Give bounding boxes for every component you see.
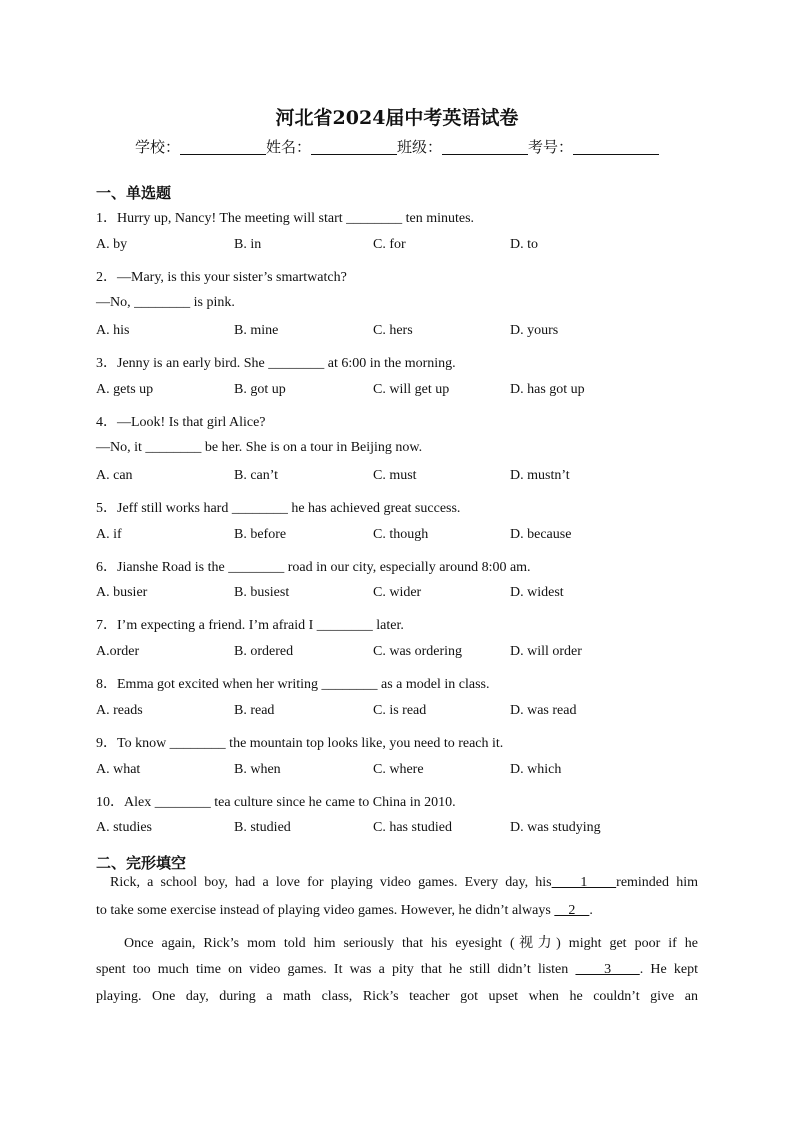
exam-title: 河北省2024届中考英语试卷 <box>275 107 519 129</box>
option-b[interactable]: B. before <box>234 527 287 542</box>
question-stem: 6．Jianshe Road is the ________ road in our city, especially around 8:00 am. <box>96 560 531 575</box>
cloze-text: spent too much time on video games. It was a pity that he still didn’t listen <box>96 962 569 977</box>
question-stem: 9．To know ________ the mountain top looks like, you need to reach it. <box>96 736 504 751</box>
option-b[interactable]: B. can’t <box>234 468 279 483</box>
section-heading-single-choice: 一、单选题 <box>96 184 172 202</box>
cloze-paragraph-line <box>96 932 698 952</box>
school-label: 学校： <box>134 138 180 156</box>
number-blank[interactable] <box>573 140 659 155</box>
question-stem-line2: —No, it ________ be her. She is on a tour in Beijing now. <box>96 440 423 455</box>
school-blank[interactable] <box>180 140 266 155</box>
question-stem: 10．Alex ________ tea culture since he came to China in 2010. <box>96 795 456 810</box>
option-a[interactable]: A. can <box>96 468 133 483</box>
option-a[interactable]: A. studies <box>96 820 152 835</box>
option-b[interactable]: B. studied <box>234 820 291 835</box>
question-stem: 7．I’m expecting a friend. I’m afraid I ________ later. <box>96 618 404 633</box>
question-stem-line2: —No, ________ is pink. <box>96 295 235 310</box>
option-d[interactable]: D. will order <box>510 644 582 659</box>
option-d[interactable]: D. mustn’t <box>510 468 570 483</box>
cloze-paragraph-line <box>96 903 698 919</box>
option-a[interactable]: A. gets up <box>96 382 154 397</box>
cloze-paragraph-line <box>96 962 698 978</box>
cloze-blank-1[interactable]: 1 <box>551 875 617 890</box>
option-c[interactable]: C. is read <box>373 703 427 718</box>
option-a[interactable]: A.order <box>96 644 140 659</box>
question-stem: 4．—Look! Is that girl Alice? <box>96 415 266 430</box>
question-stem: 1．Hurry up, Nancy! The meeting will start ________ ten minutes. <box>96 211 475 226</box>
class-label: 班级： <box>397 138 443 156</box>
question-stem: 8．Emma got excited when her writing ________ as a model in class. <box>96 677 490 692</box>
option-d[interactable]: D. was read <box>510 703 577 718</box>
option-d[interactable]: D. has got up <box>510 382 585 397</box>
cloze-text: . <box>589 903 593 918</box>
cloze-text: Once again, Rick’s mom told him seriously that his eyesight (视力) might get poor if he <box>124 936 698 951</box>
option-b[interactable]: B. mine <box>234 323 279 338</box>
section-heading-cloze: 二、完形填空 <box>96 854 187 872</box>
option-c[interactable]: C. for <box>373 237 406 252</box>
option-c[interactable]: C. wider <box>373 585 422 600</box>
name-blank[interactable] <box>311 140 397 155</box>
option-b[interactable]: B. busiest <box>234 585 290 600</box>
option-d[interactable]: D. was studying <box>510 820 601 835</box>
cloze-paragraph-line <box>96 875 698 891</box>
option-a[interactable]: A. reads <box>96 703 143 718</box>
option-c[interactable]: C. must <box>373 468 417 483</box>
option-d[interactable]: D. because <box>510 527 572 542</box>
option-b[interactable]: B. in <box>234 237 262 252</box>
option-a[interactable]: A. his <box>96 323 130 338</box>
option-c[interactable]: C. will get up <box>373 382 450 397</box>
option-a[interactable]: A. what <box>96 762 141 777</box>
question-stem: 3．Jenny is an early bird. She ________ at 6:00 in the morning. <box>96 356 456 371</box>
option-b[interactable]: B. ordered <box>234 644 294 659</box>
cloze-blank-2[interactable]: 2 <box>554 903 590 918</box>
cloze-blank-3[interactable]: 3 <box>575 962 640 977</box>
option-b[interactable]: B. got up <box>234 382 286 397</box>
option-a[interactable]: A. busier <box>96 585 148 600</box>
option-c[interactable]: C. hers <box>373 323 413 338</box>
option-c[interactable]: C. though <box>373 527 429 542</box>
option-b[interactable]: B. read <box>234 703 275 718</box>
option-d[interactable]: D. yours <box>510 323 559 338</box>
cloze-paragraph-line <box>96 989 698 1005</box>
option-c[interactable]: C. was ordering <box>373 644 463 659</box>
number-label: 考号： <box>528 138 574 156</box>
option-d[interactable]: D. to <box>510 237 538 252</box>
student-info-row <box>0 136 794 157</box>
question-stem: 2．—Mary, is this your sister’s smartwatch? <box>96 270 347 285</box>
option-d[interactable]: D. which <box>510 762 562 777</box>
cloze-text: . He kept <box>639 962 699 977</box>
cloze-text: playing. One day, during a math class, Rick’s teacher got upset when he couldn’t give an <box>96 989 698 1004</box>
cloze-text: reminded him <box>616 875 698 890</box>
cloze-text: to take some exercise instead of playing video games. However, he didn’t always <box>96 903 551 918</box>
option-c[interactable]: C. has studied <box>373 820 452 835</box>
option-a[interactable]: A. by <box>96 237 128 252</box>
name-label: 姓名： <box>265 138 311 156</box>
option-b[interactable]: B. when <box>234 762 281 777</box>
option-a[interactable]: A. if <box>96 527 122 542</box>
cloze-text: Rick, a school boy, had a love for playing video games. Every day, his <box>110 875 552 890</box>
question-stem: 5．Jeff still works hard ________ he has achieved great success. <box>96 501 461 516</box>
option-c[interactable]: C. where <box>373 762 424 777</box>
class-blank[interactable] <box>442 140 528 155</box>
option-d[interactable]: D. widest <box>510 585 564 600</box>
